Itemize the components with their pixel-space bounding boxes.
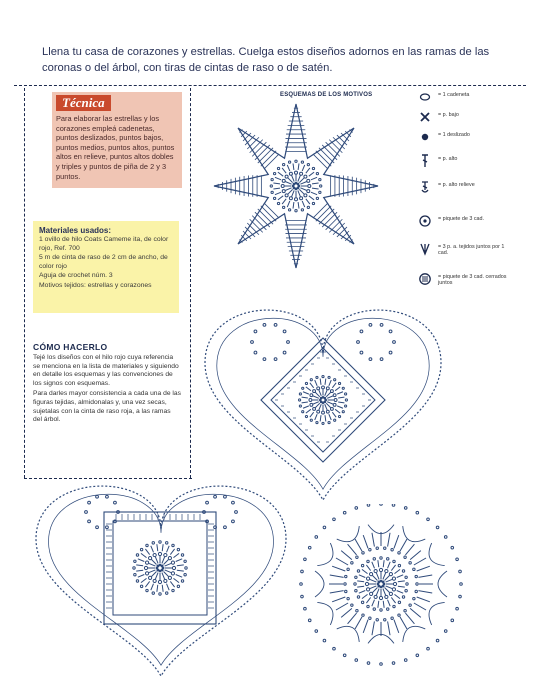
legend-text: = p. bajo [438, 112, 459, 118]
legend-row [418, 214, 518, 228]
double-crochet-symbol-icon [418, 154, 432, 168]
single-crochet-symbol-icon [418, 110, 432, 124]
relief-stitch-symbol-icon [418, 180, 432, 194]
materiales-title: Materiales usados: [39, 226, 112, 235]
como-hacerlo-section [33, 342, 181, 425]
cluster-symbol-icon [418, 242, 432, 256]
dashed-divider-left [24, 88, 25, 478]
round-motif-diagram [290, 504, 472, 676]
tecnica-box [52, 92, 182, 188]
legend-row [418, 130, 518, 144]
legend-row [418, 90, 518, 104]
legend-row [418, 272, 518, 286]
materiales-item: 5 m de cinta de raso de 2 cm de ancho, de color rojo [39, 254, 168, 270]
legend-row [418, 180, 518, 194]
picot-closed-symbol-icon [418, 272, 432, 286]
chain-symbol-icon [418, 90, 432, 104]
tecnica-title: Técnica [56, 95, 111, 111]
legend-row [418, 110, 518, 124]
legend-row [418, 154, 518, 168]
materiales-item: 1 ovillo de hilo Coats Cameme ita, de color rojo, Ref. 700 [39, 236, 169, 252]
legend-text: = piquete de 3 cad. cerrados juntos [438, 274, 507, 286]
legend-text: = 1 cadeneta [438, 92, 470, 98]
legend-text: = p. alto [438, 156, 458, 162]
heart-motif-diagram-left [30, 470, 292, 680]
como-hacerlo-paragraph: Para darles mayor consistencia a cada una de las figuras tejidas, almidonalas y, una vez secas, sujetalas con la cinta de raso roja, a las ramas del árbol. [33, 390, 181, 424]
legend-text: = 1 deslizado [438, 132, 470, 138]
legend-text: = p. alto relieve [438, 182, 475, 188]
legend-text: = piquete de 3 cad. [438, 216, 485, 222]
como-hacerlo-paragraph: Tejé los diseños con el hilo rojo cuya referencia se menciona en la lista de materiales y siguiendo en detalle los esquemas y las convenciones de los signos con esquemas. [33, 354, 179, 387]
esquemas-label: ESQUEMAS DE LOS MOTIVOS [280, 92, 373, 98]
materiales-box [33, 221, 179, 313]
dashed-divider-top [14, 85, 526, 86]
como-hacerlo-title: CÓMO HACERLO [33, 342, 108, 352]
dashed-divider-middle [190, 88, 191, 478]
picot-symbol-icon [418, 214, 432, 228]
materiales-item: Aguja de crochet núm. 3 [39, 272, 113, 280]
intro-text: Llena tu casa de corazones y estrellas. Cuelga estos diseños adornos en las ramas de las coronas o del árbol, con tiras de cintas de raso o de satén. [42, 46, 490, 74]
legend-row [418, 242, 518, 256]
tecnica-text: Para elaborar las estrellas y los corazones empleá cadenetas, puntos deslizados, puntos bajos, puntos medios, puntos altos, puntos altos en relieve, puntos altos dobles y triples y puntos de piña de 2 y 3 puntos. [56, 114, 175, 181]
star-motif-diagram [212, 100, 380, 272]
legend-text: = 3 p. a. tejidos juntos por 1 cad. [438, 244, 505, 256]
slip-stitch-symbol-icon [418, 130, 432, 144]
materiales-item: Motivos tejidos: estrellas y corazones [39, 281, 152, 289]
